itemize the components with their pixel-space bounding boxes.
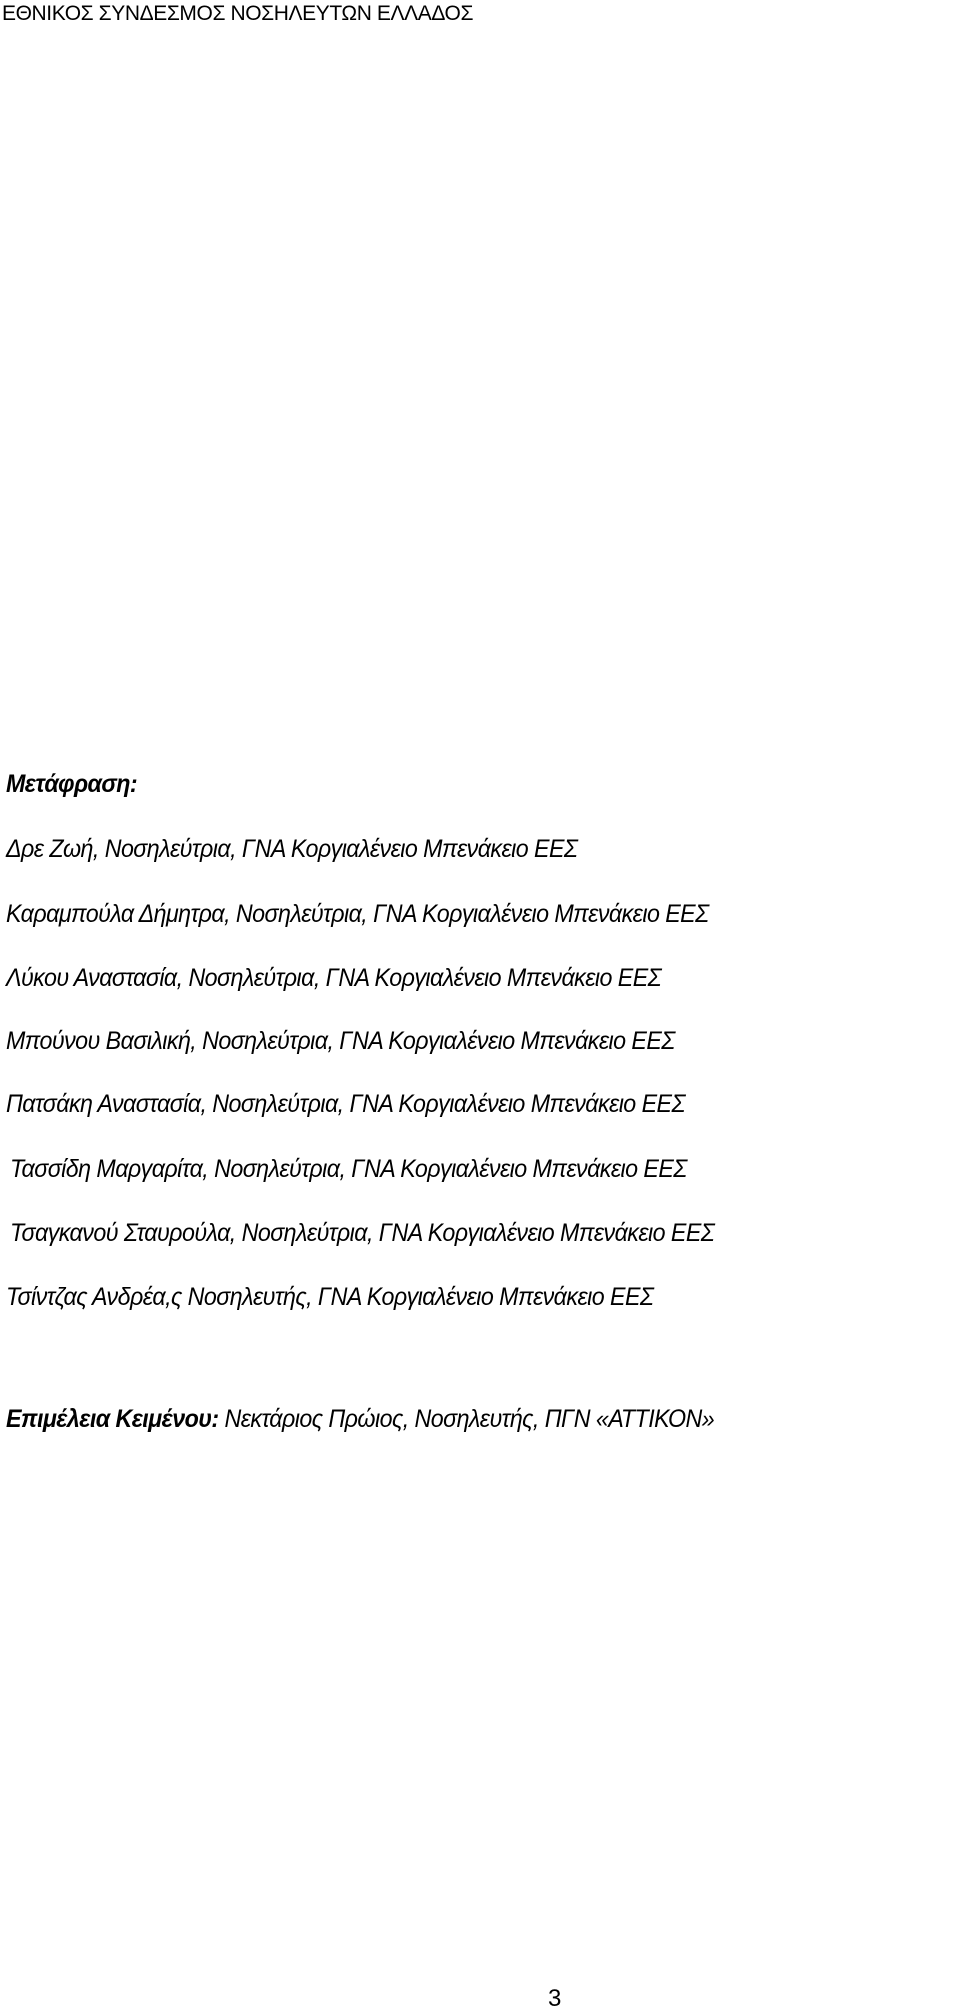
translator-line: Λύκου Αναστασία, Νοσηλεύτρια, ΓΝΑ Κοργιαλένειο Μπενάκειο ΕΕΣ — [6, 964, 662, 992]
translator-line: Δρε Ζωή, Νοσηλεύτρια, ΓΝΑ Κοργιαλένειο Μπενάκειο ΕΕΣ — [6, 835, 578, 863]
translator-line: Καραμπούλα Δήμητρα, Νοσηλεύτρια, ΓΝΑ Κοργιαλένειο Μπενάκειο ΕΕΣ — [6, 900, 709, 928]
translator-line: Μπούνου Βασιλική, Νοσηλεύτρια, ΓΝΑ Κοργιαλένειο Μπενάκειο ΕΕΣ — [6, 1027, 675, 1055]
page-number: 3 — [548, 1985, 562, 2012]
editing-credit — [6, 1405, 714, 1434]
editing-value: Νεκτάριος Πρώιος, Νοσηλευτής, ΠΓΝ «ΑΤΤΙΚΟΝ» — [218, 1405, 715, 1433]
editing-label: Επιμέλεια Κειμένου: — [6, 1405, 219, 1433]
translator-line: Τασσίδη Μαργαρίτα, Νοσηλεύτρια, ΓΝΑ Κοργιαλένειο Μπενάκειο ΕΕΣ — [10, 1155, 687, 1183]
translation-heading: Μετάφραση: — [6, 770, 138, 798]
document-header: ΕΘΝΙΚΟΣ ΣΥΝΔΕΣΜΟΣ ΝΟΣΗΛΕΥΤΩΝ ΕΛΛΑΔΟΣ — [2, 2, 474, 25]
translator-line: Τσίντζας Ανδρέα,ς Νοσηλευτής, ΓΝΑ Κοργιαλένειο Μπενάκειο ΕΕΣ — [6, 1283, 654, 1311]
translator-line: Τσαγκανού Σταυρούλα, Νοσηλεύτρια, ΓΝΑ Κοργιαλένειο Μπενάκειο ΕΕΣ — [10, 1219, 715, 1247]
translator-line: Πατσάκη Αναστασία, Νοσηλεύτρια, ΓΝΑ Κοργιαλένειο Μπενάκειο ΕΕΣ — [6, 1090, 685, 1118]
